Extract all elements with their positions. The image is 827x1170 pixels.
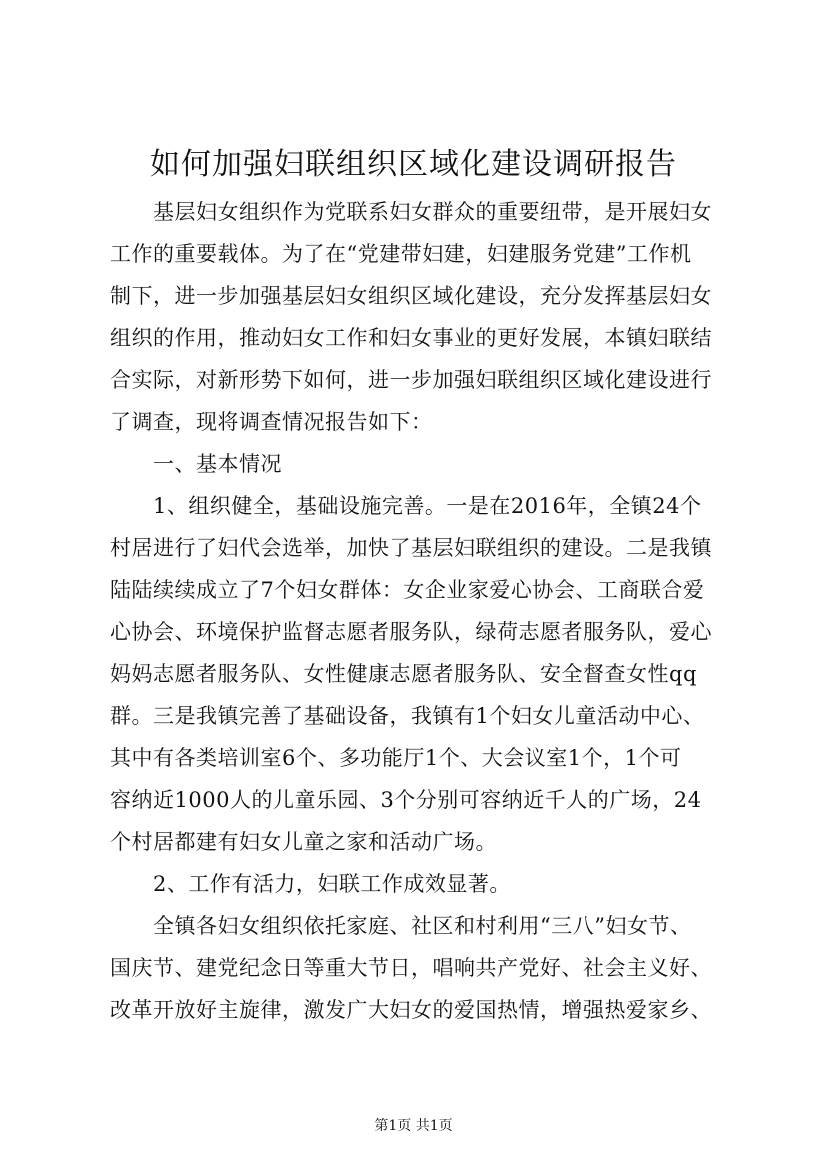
document-title: 如何加强妇联组织区域化建设调研报告 [150, 147, 677, 182]
body-line: 改革开放好主旋律，激发广大妇女的爱国热情，增强热爱家乡、 [110, 998, 712, 1022]
body-line: 个村居都建有妇女儿童之家和活动广场。 [110, 830, 497, 854]
body-line: 基层妇女组织作为党联系妇女群众的重要纽带，是开展妇女 [110, 200, 712, 224]
body-line: 合实际，对新形势下如何，进一步加强妇联组织区域化建设进行 [110, 368, 712, 392]
body-line: 妈妈志愿者服务队、女性健康志愿者服务队、安全督查女性qq [110, 662, 697, 686]
body-line: 国庆节、建党纪念日等重大节日，唱响共产党好、社会主义好、 [110, 956, 712, 980]
body-line: 组织的作用，推动妇女工作和妇女事业的更好发展，本镇妇联结 [110, 326, 712, 350]
body-line: 全镇各妇女组织依托家庭、社区和村利用“三八”妇女节、 [110, 914, 692, 938]
body-line: 其中有各类培训室6个、多功能厅1个、大会议室1个，1个可 [110, 746, 682, 770]
body-line: 容纳近1000人的儿童乐园、3个分别可容纳近千人的广场，24 [110, 788, 702, 812]
body-line: 群。三是我镇完善了基础设备，我镇有1个妇女儿童活动中心、 [110, 704, 705, 728]
body-line: 工作的重要载体。为了在“党建带妇建，妇建服务党建”工作机 [110, 242, 692, 266]
body-line: 村居进行了妇代会选举，加快了基层妇联组织的建设。二是我镇 [110, 536, 712, 560]
body-line: 了调查，现将调查情况报告如下： [110, 410, 433, 434]
section-heading: 2、工作有活力，妇联工作成效显著。 [110, 872, 511, 896]
body-line: 1、组织健全，基础设施完善。一是在2016年，全镇24个 [110, 494, 702, 518]
page-number-footer: 第1页 共1页 [374, 1118, 453, 1134]
body-line: 心协会、环境保护监督志愿者服务队，绿荷志愿者服务队，爱心 [110, 620, 712, 644]
body-line: 制下，进一步加强基层妇女组织区域化建设，充分发挥基层妇女 [110, 284, 712, 308]
section-heading: 一、基本情况 [110, 452, 282, 476]
body-line: 陆陆续续成立了7个妇女群体：女企业家爱心协会、工商联合爱 [110, 578, 705, 602]
